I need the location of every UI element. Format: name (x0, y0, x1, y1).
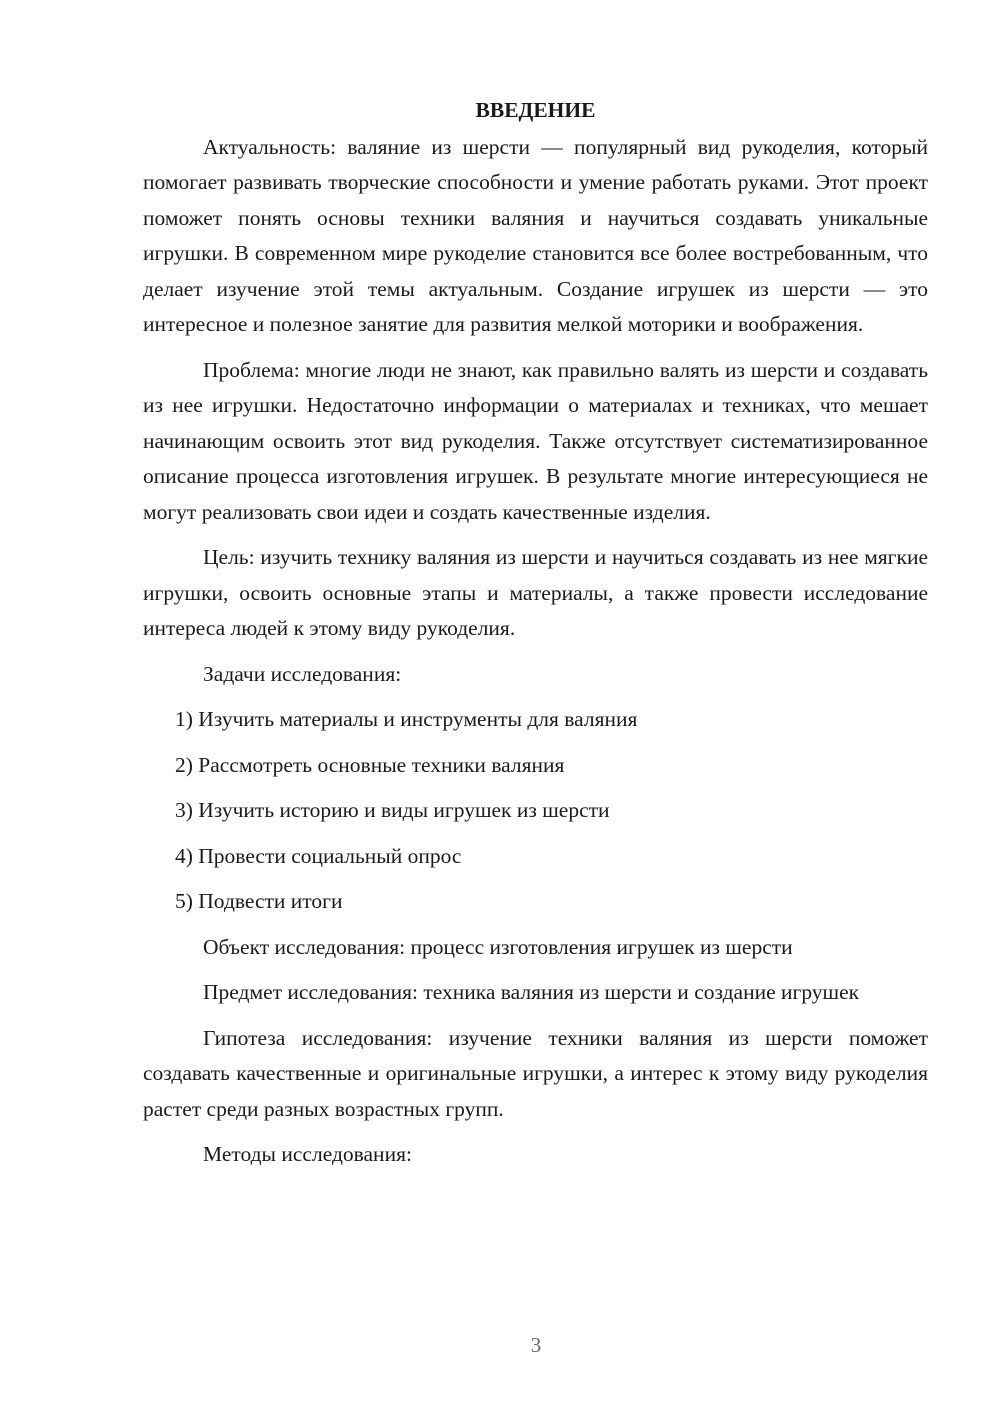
page-content (143, 93, 928, 1183)
task-item: 5) Подвести итоги (175, 889, 343, 913)
subject-paragraph: Предмет исследования: техника валяния из шерсти и создание игрушек (203, 980, 860, 1004)
object-paragraph: Объект исследования: процесс изготовления игрушек из шерсти (203, 934, 793, 959)
problem-paragraph: Проблема: многие люди не знают, как правильно валять из шерсти и создавать из нее игрушки. Недостаточно информации о материалах и техниках, что мешает начинающим освоить этот вид рукоделия. Также отсутствует систематизированное описание процесса изготовления игрушек. В результате многие интересующиеся не могут реализовать свои идеи и создать качественные изделия. (143, 357, 928, 524)
relevance-paragraph: Актуальность: валяние из шерсти — популярный вид рукоделия, который помогает развивать творческие способности и умение работать руками. Этот проект поможет понять основы техники валяния и научиться создавать уникальные игрушки. В современном мире рукоделие становится все более востребованным, что делает изучение этой темы актуальным. Создание игрушек из шерсти — это интересное и полезное занятие для развития мелкой моторики и воображения. (143, 134, 928, 336)
goal-paragraph: Цель: изучить технику валяния из шерсти и научиться создавать из нее мягкие игрушки, освоить основные этапы и материалы, а также провести исследование интереса людей к этому виду рукоделия. (143, 545, 928, 640)
task-item: 4) Провести социальный опрос (175, 843, 462, 868)
tasks-list (143, 702, 928, 920)
task-item: 1) Изучить материалы и инструменты для валяния (175, 707, 638, 731)
task-item: 3) Изучить историю и виды игрушек из шерсти (175, 798, 610, 822)
page-title: ВВЕДЕНИЕ (475, 98, 596, 122)
methods-label: Методы исследования: (203, 1142, 412, 1166)
task-item: 2) Рассмотреть основные техники валяния (175, 752, 565, 777)
tasks-label: Задачи исследования: (203, 661, 402, 686)
hypothesis-paragraph: Гипотеза исследования: изучение техники валяния из шерсти поможет создавать качественные и оригинальные игрушки, а интерес к этому виду рукоделия растет среди разных возрастных групп. (143, 1025, 928, 1121)
page-number: 3 (530, 1333, 542, 1357)
